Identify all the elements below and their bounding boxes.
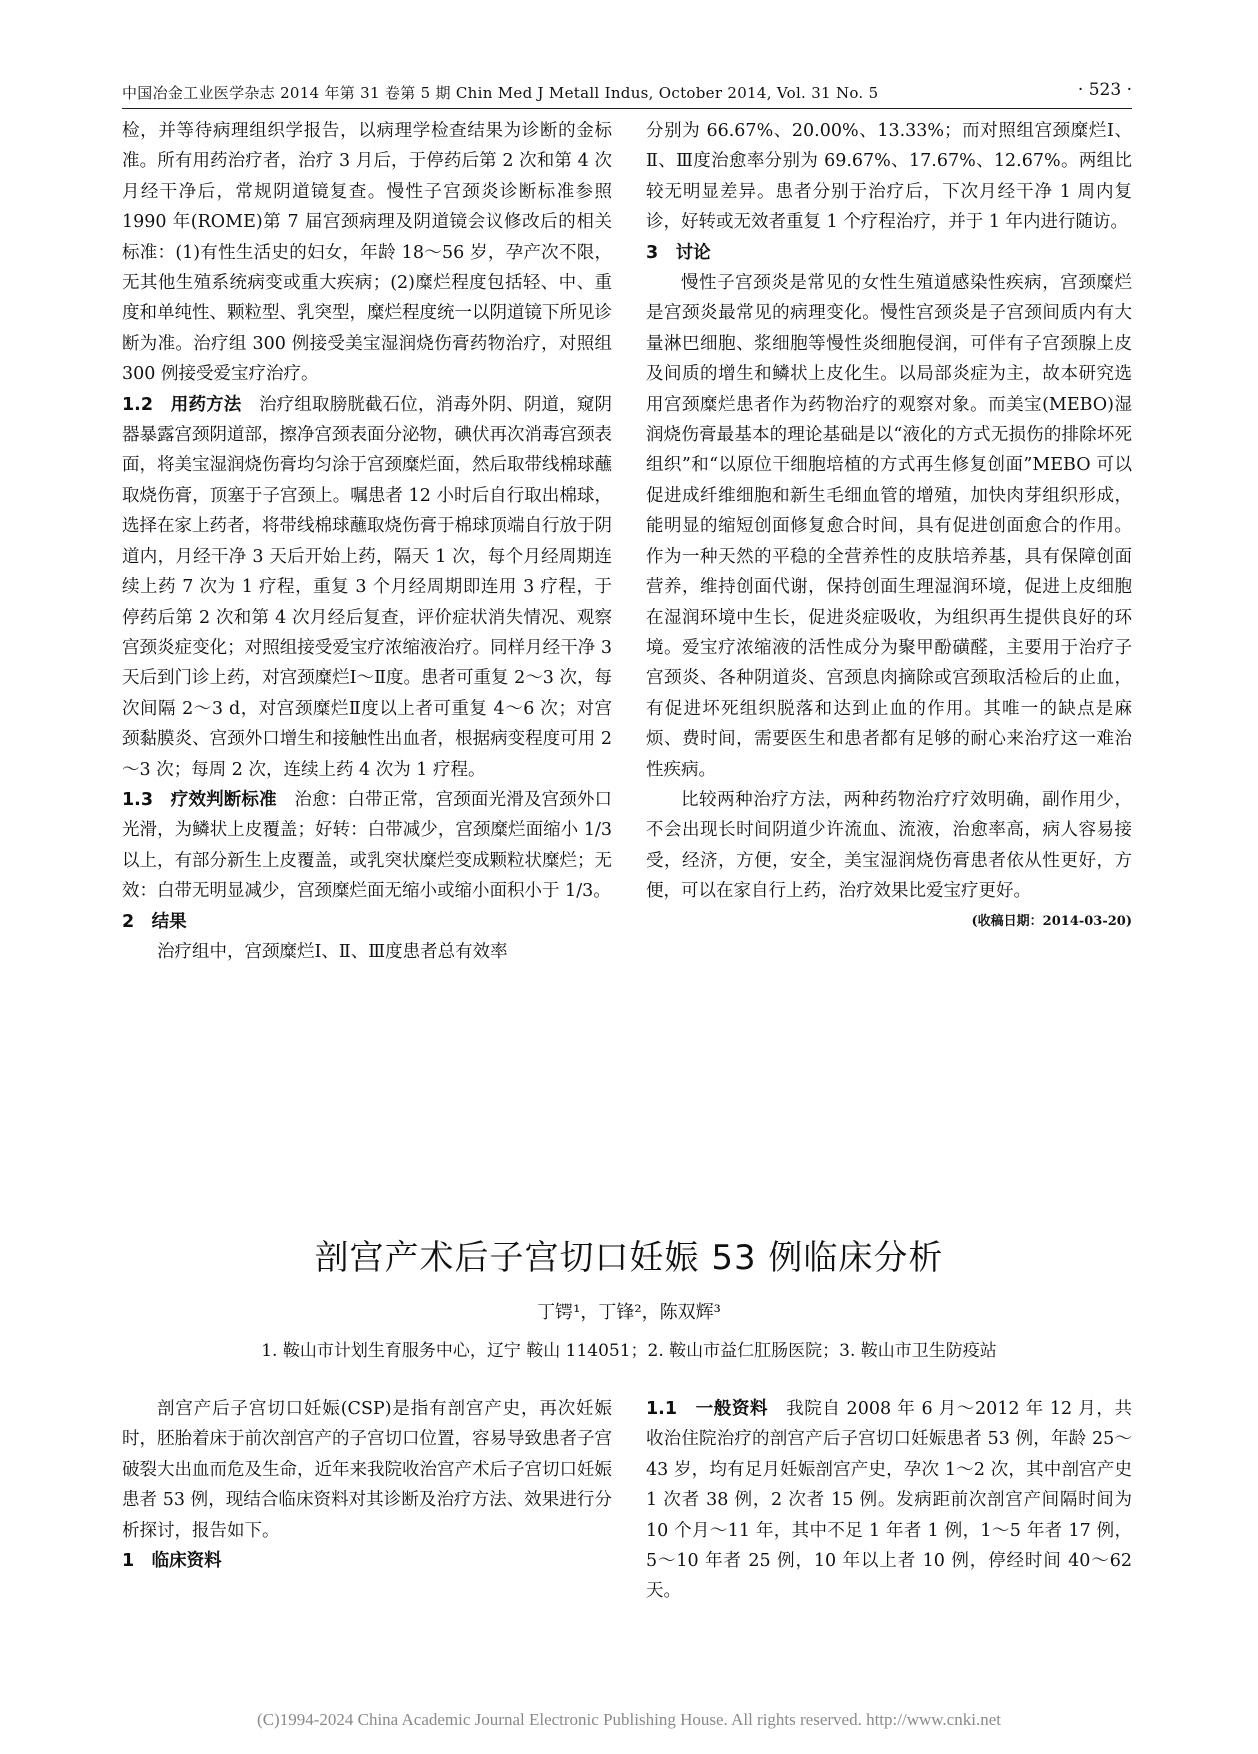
new-article-right-column xyxy=(646,1394,1132,1607)
section-1-2-body: 治疗组取膀胱截石位，消毒外阴、阴道，窥阴器暴露宫颈阴道部，擦净宫颈表面分泌物，碘伏再次消毒宫颈表面，将美宝湿润烧伤膏均匀涂于宫颈糜烂面，然后取带线棉球蘸取烧伤膏，顶塞于子宫颈上。嘱患者 12 小时后自行取出棉球，选择在家上药者，将带线棉球蘸取烧伤膏于棉球顶端自行放于阴道内，月经干净 3 天后开始上药，隔天 1 次，每个月经周期连续上药 7 次为 1 疗程，重复 3 个月经周期即连用 3 疗程，于停药后第 2 次和第 4 次月经后复查，评价症状消失情况、观察宫颈炎症变化；对照组接受爱宝疗浓缩液治疗。同样月经干净 3 天后到门诊上药，对宫颈糜烂Ⅰ～Ⅱ度。患者可重复 2～3 次，每次间隔 2～3 d，对宫颈糜烂Ⅱ度以上者可重复 4～6 次；对宫颈黏膜炎、宫颈外口增生和接触性出血者，根据病变程度可用 2～3 次；每周 2 次，连续上药 4 次为 1 疗程。 xyxy=(122,394,612,780)
prev-article-right-column xyxy=(646,116,1132,937)
article-title: 剖宫产术后子宫切口妊娠 53 例临床分析 xyxy=(314,1238,944,1278)
conclusion-paragraph: 比较两种治疗方法，两种药物治疗疗效明确，副作用少，不会出现长时间阴道少许流血、流液，治愈率高，病人容易接受，经济，方便，安全，美宝湿润烧伤膏患者依从性更好，方便，可以在家自行上药，治疗效果比爱宝疗更好。 xyxy=(646,789,1132,902)
journal-citation: 中国冶金工业医学杂志 2014 年第 31 卷第 5 期 Chin Med J Metall Indus, October 2014, Vol. 31 No. 5 xyxy=(122,84,879,102)
section-1-3-body: 治愈：白带正常，宫颈面光滑及宫颈外口光滑，为鳞状上皮覆盖；好转：白带减少，宫颈糜烂面缩小 1/3 以上，有部分新生上皮覆盖，或乳突状糜烂变成颗粒状糜烂；无效：白带无明显减少，宫颈糜烂面无缩小或缩小面积小于 1/3。 xyxy=(122,789,612,902)
section-1-heading: 1 临床资料 xyxy=(122,1551,222,1572)
section-1-2-heading: 1.2 用药方法 xyxy=(122,394,242,415)
section-1-1-body: 我院自 2008 年 6 月～2012 年 12 月，共收治住院治疗的剖宫产后子宫切口妊娠患者 53 例，年龄 25～43 岁，均有足月妊娠剖宫产史，孕次 1～2 次，其中剖宫产史 1 次者 38 例，2 次者 15 例。发病距前次剖宫产间隔时间为 10 个月～11 年，其中不足 1 年者 1 例，1～5 年者 17 例，5～10 年者 25 例，10 年以上者 10 例，停经时间 40～62 天。 xyxy=(646,1399,1132,1602)
section-1-3-heading: 1.3 疗效判断标准 xyxy=(122,789,277,810)
intro-paragraph: 剖宫产后子宫切口妊娠(CSP)是指有剖宫产史，再次妊娠时，胚胎着床于前次剖宫产的子宫切口位置，容易导致患者子宫破裂大出血而危及生命，近年来我院收治宫产术后子宫切口妊娠患者 53 例，现结合临床资料对其诊断及治疗方法、效果进行分析探讨，报告如下。 xyxy=(122,1399,612,1541)
results-paragraph: 治疗组中，宫颈糜烂Ⅰ、Ⅱ、Ⅲ度患者总有效率 xyxy=(157,941,508,962)
article-authors: 丁锷¹，丁锋²，陈双辉³ xyxy=(537,1302,721,1323)
discussion-paragraph: 慢性子宫颈炎是常见的女性生殖道感染性疾病，宫颈糜烂是宫颈炎最常见的病理变化。慢性宫颈炎是子宫颈间质内有大量淋巴细胞、浆细胞等慢性炎细胞侵润，可伴有子宫颈腺上皮及间质的增生和鳞状上皮化生。以局部炎症为主，故本研究选用宫颈糜烂患者作为药物治疗的观察对象。而美宝(MEBO)湿润烧伤膏最基本的理论基础是以“液化的方式无损伤的排除坏死组织”和“以原位干细胞培植的方式再生修复创面”MEBO 可以促进成纤维细胞和新生毛细血管的增殖，加快肉芽组织形成，能明显的缩短创面修复愈合时间，具有促进创面愈合的作用。作为一种天然的平稳的全营养性的皮肤培养基，具有保障创面营养，维持创面代谢，保持创面生理湿润环境，促进上皮细胞在湿润环境中生长，促进炎症吸收，为组织再生提供良好的环境。爱宝疗浓缩液的活性成分为聚甲酚磺醛，主要用于治疗子宫颈炎、各种阴道炎、宫颈息肉摘除或宫颈取活检后的止血，有促进坏死组织脱落和达到止血的作用。其唯一的缺点是麻烦、费时间，需要医生和患者都有足够的耐心来治疗这一难治性疾病。 xyxy=(646,273,1132,780)
prev-article-left-column xyxy=(122,116,612,967)
section-1-1 xyxy=(646,1394,1132,1607)
results-continued: 分别为 66.67%、20.00%、13.33%；而对照组宫颈糜烂Ⅰ、Ⅱ、Ⅲ度治愈率分别为 69.67%、17.67%、12.67%。两组比较无明显差异。患者分别于治疗后，下次月经干净 1 周内复诊，好转或无效者重复 1 个疗程治疗，并于 1 年内进行随访。 xyxy=(646,121,1132,233)
diagnosis-paragraph: 检，并等待病理组织学报告，以病理学检查结果为诊断的金标准。所有用药治疗者，治疗 3 月后，于停药后第 2 次和第 4 次月经干净后，常规阴道镜复查。慢性子宫颈炎诊断标准参照 1990 年(ROME)第 7 届宫颈病理及阴道镜会议修改后的相关标准：(1)有性生活史的妇女，年龄 18～56 岁，孕产次不限，无其他生殖系统病变或重大疾病；(2)糜烂程度包括轻、中、重度和单纯性、颗粒型、乳突型，糜烂程度统一以阴道镜下所见诊断为准。治疗组 300 例接受美宝湿润烧伤膏药物治疗，对照组 300 例接受爱宝疗治疗。 xyxy=(122,121,612,385)
article-affiliations: 1. 鞍山市计划生育服务中心，辽宁 鞍山 114051；2. 鞍山市益仁肛肠医院；3. 鞍山市卫生防疫站 xyxy=(261,1341,997,1361)
page-number: · 523 · xyxy=(1077,80,1132,100)
section-2-heading: 2 结果 xyxy=(122,911,187,932)
section-1-1-heading: 1.1 一般资料 xyxy=(646,1399,769,1419)
running-header xyxy=(122,78,1132,109)
section-3-heading: 3 讨论 xyxy=(646,242,711,263)
section-1-3 xyxy=(122,785,612,907)
copyright-footer: (C)1994-2024 China Academic Journal Electronic Publishing House. All rights reserved. http://www.cnki.net xyxy=(257,1710,1001,1729)
received-date: (收稿日期：2014-03-20) xyxy=(971,913,1132,929)
section-1-2 xyxy=(122,390,612,785)
new-article-left-column xyxy=(122,1394,612,1576)
